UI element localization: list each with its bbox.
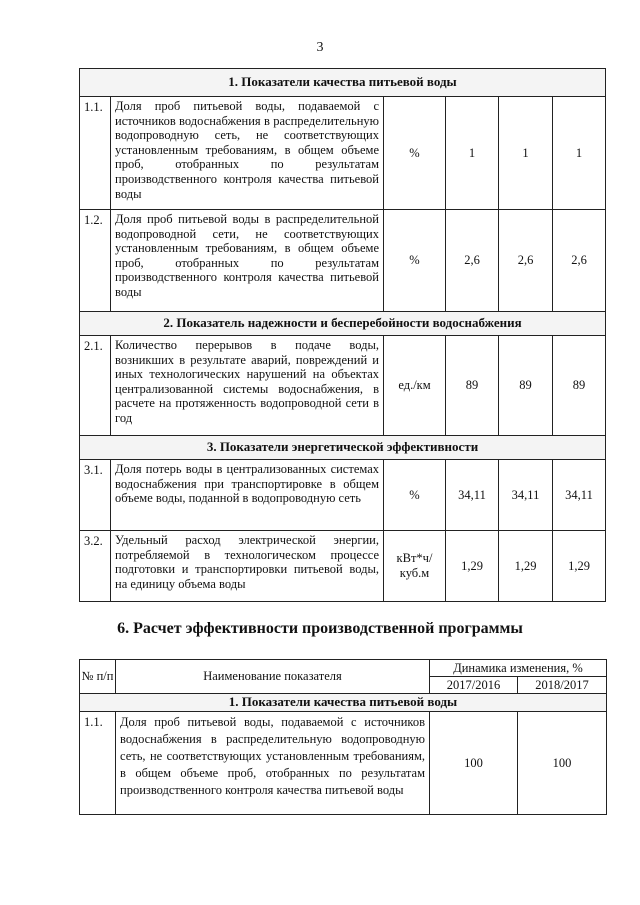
indicators-table <box>79 68 606 602</box>
table-row <box>80 712 607 815</box>
row-unit: ед./км <box>384 336 446 436</box>
row-value: 89 <box>446 336 499 436</box>
header-row <box>80 660 607 677</box>
row-value: 1,29 <box>553 531 606 602</box>
efficiency-table <box>79 659 607 815</box>
row-value: 1 <box>499 97 553 210</box>
section-title: 1. Показатели качества питьевой воды <box>80 69 606 97</box>
header-name: Наименование показателя <box>116 660 430 694</box>
row-number: 1.2. <box>80 210 111 312</box>
row-value: 100 <box>518 712 607 815</box>
row-value: 34,11 <box>499 460 553 531</box>
row-description: Удельный расход электрической энергии, потребляемой в технологическом процессе подготовки и транспортировки питьевой воды, на единицу объема воды <box>111 531 384 602</box>
table-row <box>80 336 606 436</box>
row-value: 34,11 <box>446 460 499 531</box>
row-number: 1.1. <box>80 97 111 210</box>
row-number: 1.1. <box>80 712 116 815</box>
row-number: 3.1. <box>80 460 111 531</box>
section-header-row <box>80 436 606 460</box>
row-value: 2,6 <box>553 210 606 312</box>
section-heading: 6. Расчет эффективности производственной программы <box>117 620 523 637</box>
table-row <box>80 97 606 210</box>
header-dynamics: Динамика изменения, % <box>430 660 607 677</box>
row-value: 2,6 <box>499 210 553 312</box>
table-row <box>80 210 606 312</box>
row-value: 2,6 <box>446 210 499 312</box>
header-year: 2017/2016 <box>430 677 518 694</box>
row-unit: кВт*ч/ куб.м <box>384 531 446 602</box>
row-value: 1 <box>446 97 499 210</box>
header-num: № п/п <box>80 660 116 694</box>
section-title: 2. Показатель надежности и бесперебойности водоснабжения <box>80 312 606 336</box>
row-description: Количество перерывов в подаче воды, возникших в результате аварий, повреждений и иных технологических нарушений на объектах централизованной системы водоснабжения, в расчете на протяженность водопроводной сети в год <box>111 336 384 436</box>
row-description: Доля проб питьевой воды в распределительной водопроводной сети, не соответствующих установленным требованиям, в общем объеме проб, отобранных по результатам производственного контроля качества питьевой воды <box>111 210 384 312</box>
row-value: 34,11 <box>553 460 606 531</box>
row-description: Доля проб питьевой воды, подаваемой с источников водоснабжения в распределительную водопроводную сеть, не соответствующих установленным требованиям, в общем объеме проб, отобранных по результатам производственного контроля качества питьевой воды <box>116 712 430 815</box>
row-value: 89 <box>499 336 553 436</box>
row-description: Доля проб питьевой воды, подаваемой с источников водоснабжения в распределительную водопроводную сеть, не соответствующих установленным требованиям, в общем объеме проб, отобранных по результатам производственного контроля качества питьевой воды <box>111 97 384 210</box>
section-header-row <box>80 69 606 97</box>
row-value: 1 <box>553 97 606 210</box>
row-number: 3.2. <box>80 531 111 602</box>
row-value: 1,29 <box>499 531 553 602</box>
row-unit: % <box>384 460 446 531</box>
section-header-row <box>80 694 607 712</box>
row-value: 1,29 <box>446 531 499 602</box>
header-year: 2018/2017 <box>518 677 607 694</box>
page-number: 3 <box>316 40 324 55</box>
table-row <box>80 460 606 531</box>
section-title: 3. Показатели энергетической эффективности <box>80 436 606 460</box>
row-number: 2.1. <box>80 336 111 436</box>
row-unit: % <box>384 97 446 210</box>
row-value: 100 <box>430 712 518 815</box>
table-row <box>80 531 606 602</box>
row-unit: % <box>384 210 446 312</box>
section-header-row <box>80 312 606 336</box>
row-description: Доля потерь воды в централизованных системах водоснабжения при транспортировке в общем объеме воды, поданной в водопроводную сеть <box>111 460 384 531</box>
section-title: 1. Показатели качества питьевой воды <box>80 694 607 712</box>
row-value: 89 <box>553 336 606 436</box>
